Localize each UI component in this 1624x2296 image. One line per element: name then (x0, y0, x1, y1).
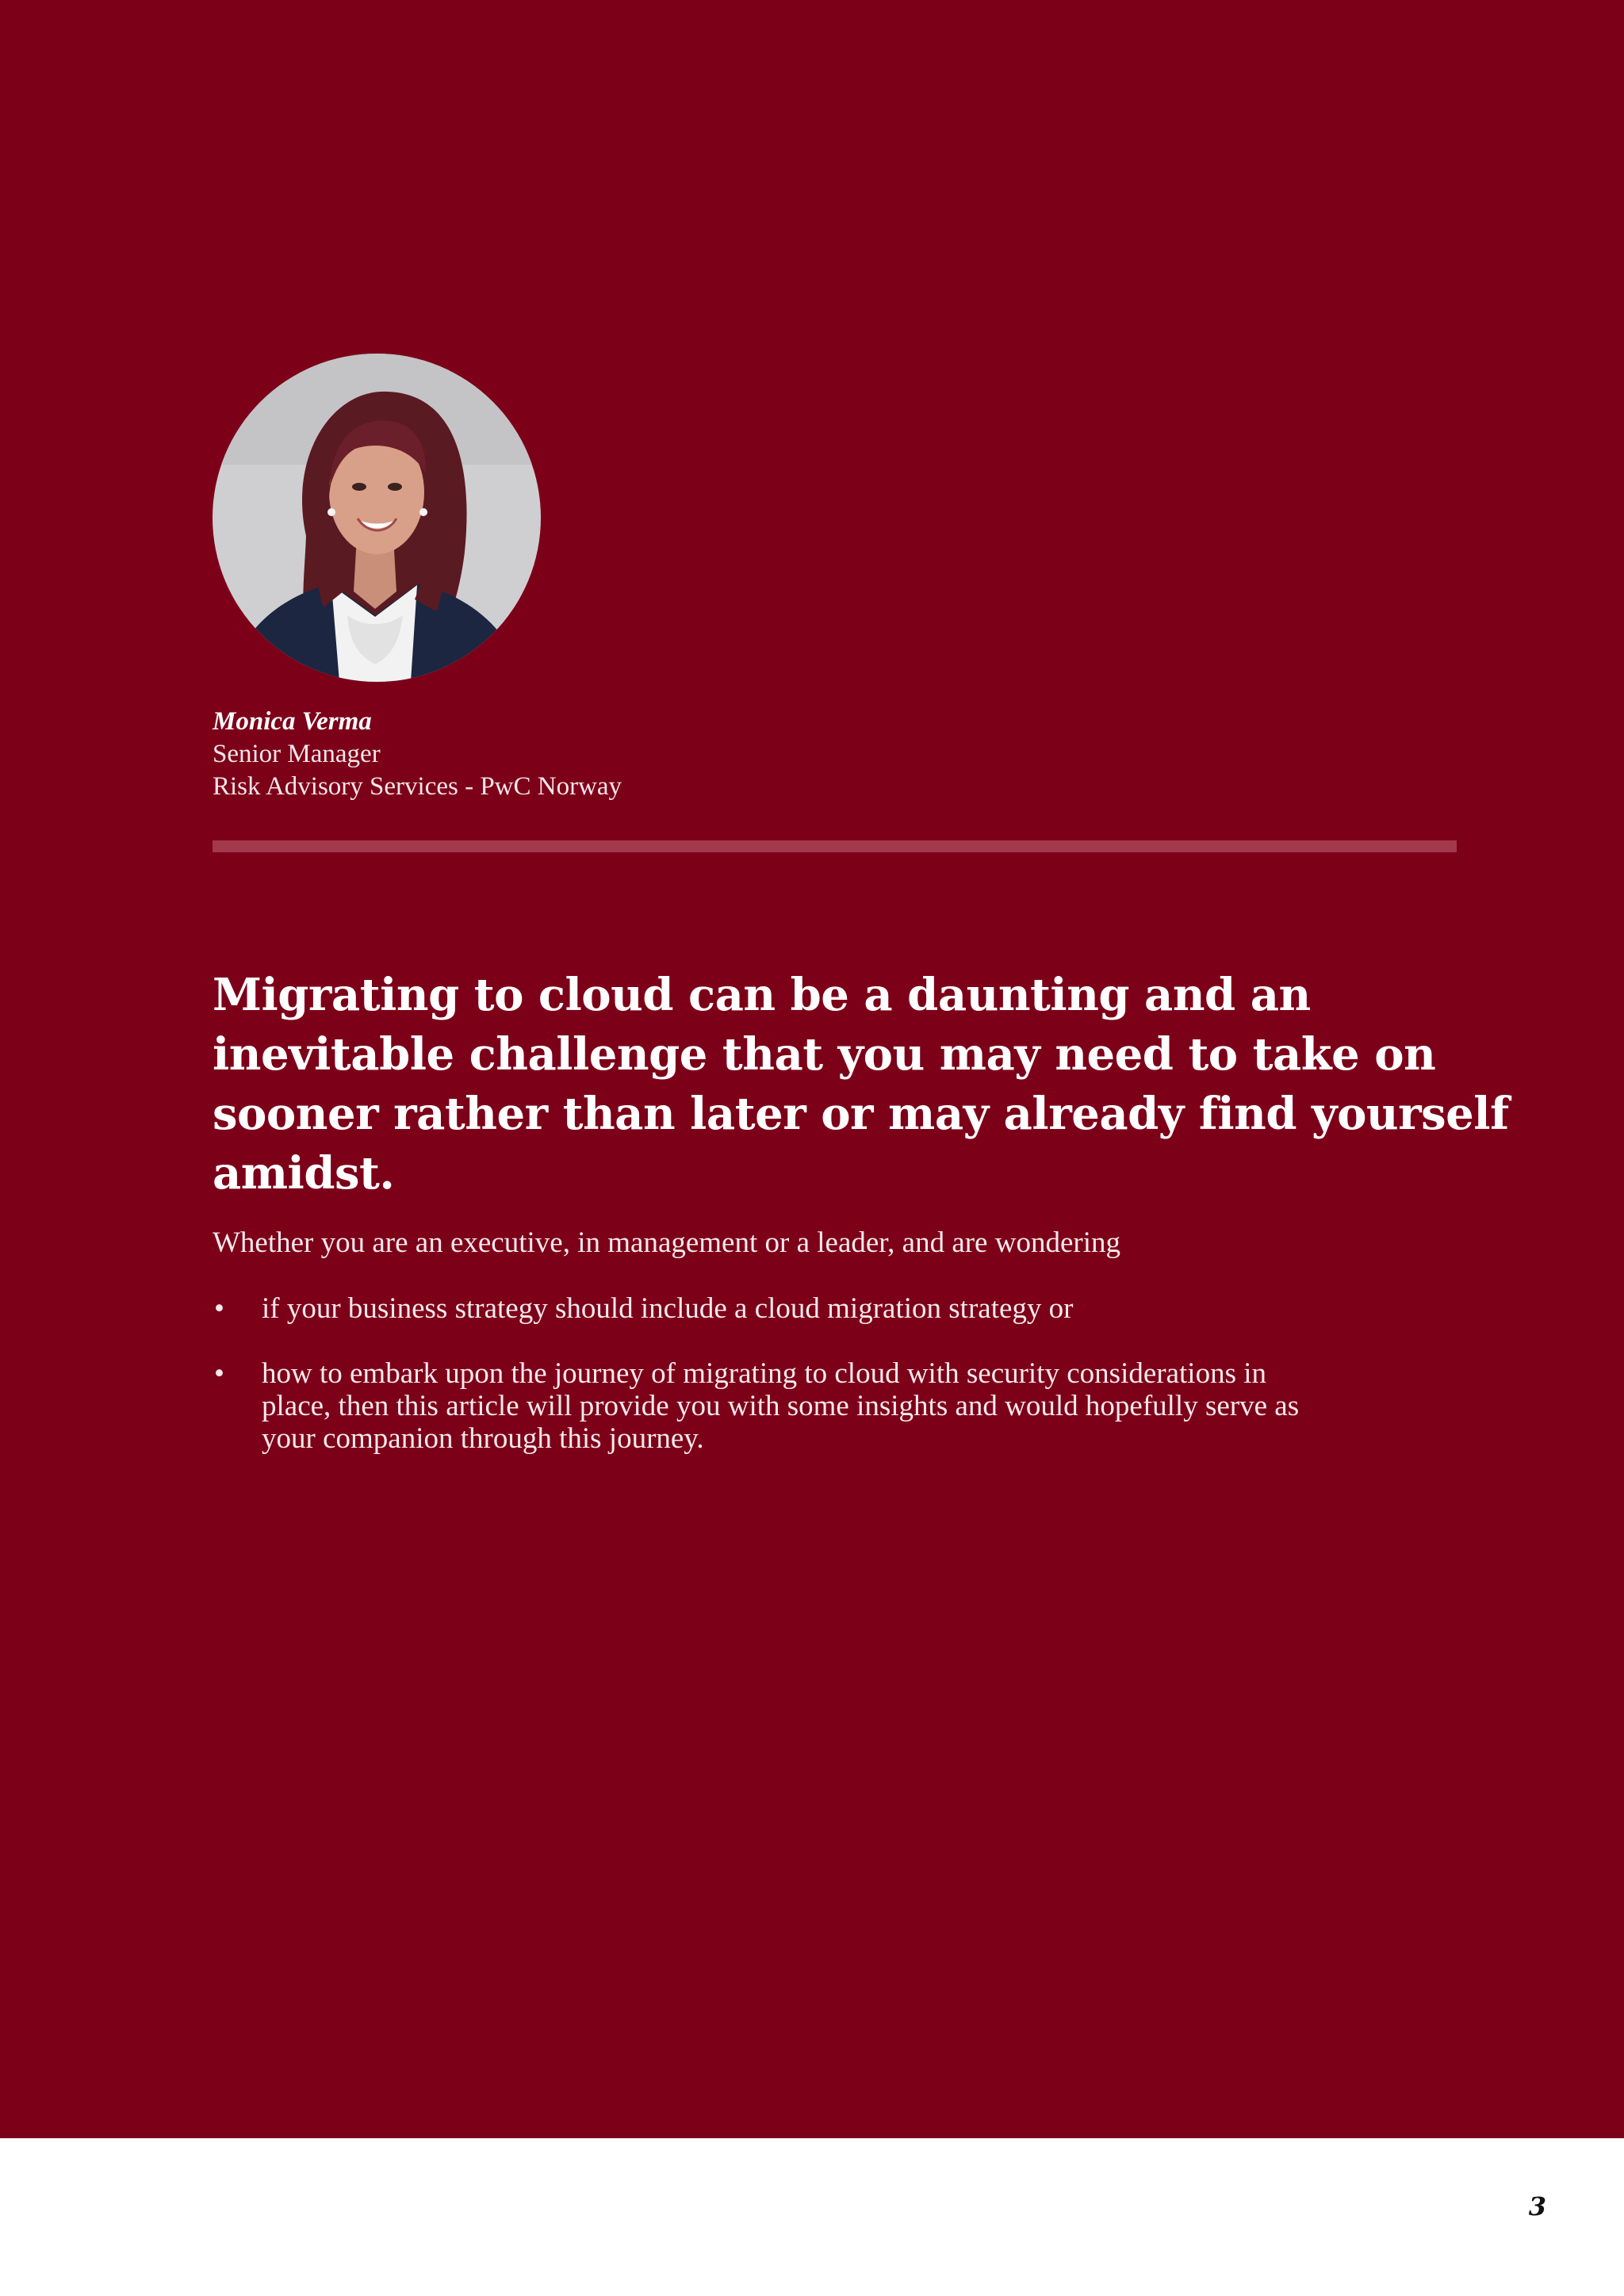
author-portrait (213, 354, 541, 682)
bullet-list (213, 1292, 1323, 1487)
author-avatar (213, 354, 541, 682)
headline: Migrating to cloud can be a daunting and an inevitable challenge that you may need to take on sooner rather than later or may already find yourself amidst. (213, 969, 1509, 1200)
bullet-text: if your business strategy should include a cloud migration strategy or (262, 1292, 1074, 1325)
bullet-marker: • (214, 1357, 224, 1390)
author-title: Senior Manager (213, 740, 381, 768)
page-number: 3 (1528, 2191, 1546, 2221)
list-item (213, 1357, 1323, 1455)
bullet-marker: • (214, 1292, 224, 1325)
author-name: Monica Verma (213, 707, 372, 736)
author-department: Risk Advisory Services - PwC Norway (213, 772, 622, 801)
section-divider (213, 840, 1457, 852)
intro-text: Whether you are an executive, in management or a leader, and are wondering (213, 1226, 1120, 1259)
author-block (213, 706, 622, 803)
bullet-text: how to embark upon the journey of migrating to cloud with security considerations in place, then this article will provide you with some insights and would hopefully serve as your companion through this journey. (262, 1357, 1300, 1455)
list-item (213, 1292, 1323, 1325)
